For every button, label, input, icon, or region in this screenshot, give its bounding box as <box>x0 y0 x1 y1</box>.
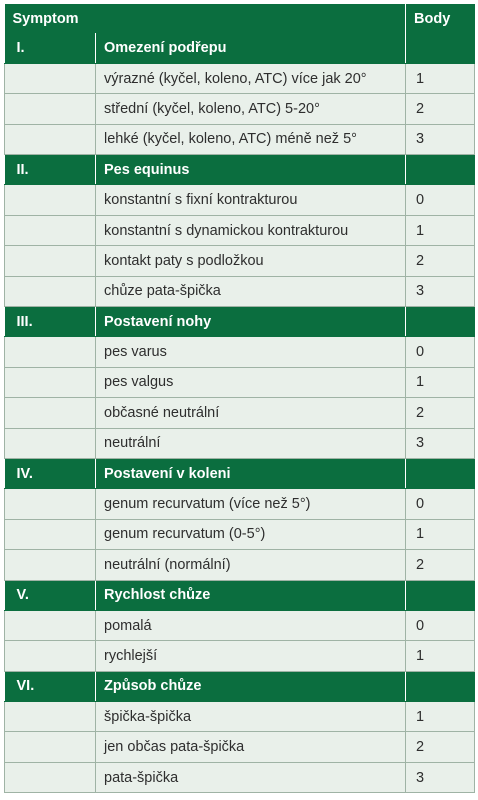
table-row <box>5 63 475 93</box>
row-points: 3 <box>406 276 475 306</box>
row-empty-cell <box>5 124 96 154</box>
row-points: 0 <box>406 185 475 215</box>
section-number: V. <box>5 580 96 610</box>
section-points-empty <box>406 33 475 63</box>
section-number: IV. <box>5 458 96 488</box>
row-points: 2 <box>406 246 475 276</box>
row-empty-cell <box>5 63 96 93</box>
row-label: genum recurvatum (0-5°) <box>96 519 406 549</box>
row-label: kontakt paty s podložkou <box>96 246 406 276</box>
section-title: Pes equinus <box>96 155 406 185</box>
section-points-empty <box>406 580 475 610</box>
table-row <box>5 519 475 549</box>
row-label: výrazné (kyčel, koleno, ATC) více jak 20° <box>96 63 406 93</box>
row-label: genum recurvatum (více než 5°) <box>96 489 406 519</box>
row-label: pes varus <box>96 337 406 367</box>
row-points: 0 <box>406 489 475 519</box>
section-header-row <box>5 307 475 337</box>
row-points: 0 <box>406 337 475 367</box>
table-row <box>5 428 475 458</box>
section-title: Rychlost chůze <box>96 580 406 610</box>
row-empty-cell <box>5 398 96 428</box>
table-row <box>5 367 475 397</box>
table-row <box>5 94 475 124</box>
section-points-empty <box>406 307 475 337</box>
table-row <box>5 246 475 276</box>
table-row <box>5 124 475 154</box>
row-empty-cell <box>5 246 96 276</box>
row-points: 3 <box>406 762 475 792</box>
section-points-empty <box>406 671 475 701</box>
table-row <box>5 337 475 367</box>
row-empty-cell <box>5 428 96 458</box>
row-points: 2 <box>406 732 475 762</box>
row-points: 2 <box>406 550 475 580</box>
row-points: 2 <box>406 94 475 124</box>
row-label: střední (kyčel, koleno, ATC) 5-20° <box>96 94 406 124</box>
section-number: VI. <box>5 671 96 701</box>
table-row <box>5 550 475 580</box>
row-points: 1 <box>406 702 475 732</box>
table-row <box>5 762 475 792</box>
row-label: pes valgus <box>96 367 406 397</box>
row-points: 2 <box>406 398 475 428</box>
section-number: III. <box>5 307 96 337</box>
row-empty-cell <box>5 276 96 306</box>
row-label: občasné neutrální <box>96 398 406 428</box>
row-empty-cell <box>5 489 96 519</box>
section-header-row <box>5 580 475 610</box>
table-body <box>5 33 475 793</box>
section-points-empty <box>406 155 475 185</box>
table-row <box>5 702 475 732</box>
row-empty-cell <box>5 519 96 549</box>
table-row <box>5 610 475 640</box>
row-empty-cell <box>5 367 96 397</box>
table-row <box>5 215 475 245</box>
table-row <box>5 641 475 671</box>
table-header-row <box>5 4 475 33</box>
row-points: 3 <box>406 124 475 154</box>
row-empty-cell <box>5 215 96 245</box>
row-points: 1 <box>406 367 475 397</box>
row-empty-cell <box>5 337 96 367</box>
row-empty-cell <box>5 641 96 671</box>
row-label: neutrální (normální) <box>96 550 406 580</box>
section-title: Omezení podřepu <box>96 33 406 63</box>
section-title: Postavení nohy <box>96 307 406 337</box>
row-points: 1 <box>406 519 475 549</box>
row-label: neutrální <box>96 428 406 458</box>
header-symptom: Symptom <box>5 4 406 33</box>
table-row <box>5 276 475 306</box>
row-empty-cell <box>5 185 96 215</box>
row-label: chůze pata-špička <box>96 276 406 306</box>
section-header-row <box>5 458 475 488</box>
row-empty-cell <box>5 702 96 732</box>
row-label: špička-špička <box>96 702 406 732</box>
table-row <box>5 489 475 519</box>
row-points: 1 <box>406 641 475 671</box>
row-points: 0 <box>406 610 475 640</box>
row-empty-cell <box>5 94 96 124</box>
scoring-table-container <box>4 0 474 793</box>
row-empty-cell <box>5 732 96 762</box>
row-label: pata-špička <box>96 762 406 792</box>
row-empty-cell <box>5 762 96 792</box>
row-label: jen občas pata-špička <box>96 732 406 762</box>
section-points-empty <box>406 458 475 488</box>
row-empty-cell <box>5 610 96 640</box>
section-title: Postavení v koleni <box>96 458 406 488</box>
row-points: 1 <box>406 63 475 93</box>
row-label: konstantní s dynamickou kontrakturou <box>96 215 406 245</box>
section-title: Způsob chůze <box>96 671 406 701</box>
table-row <box>5 185 475 215</box>
row-empty-cell <box>5 550 96 580</box>
header-points: Body <box>406 4 475 33</box>
row-points: 1 <box>406 215 475 245</box>
section-header-row <box>5 155 475 185</box>
row-label: pomalá <box>96 610 406 640</box>
section-number: I. <box>5 33 96 63</box>
row-points: 3 <box>406 428 475 458</box>
row-label: konstantní s fixní kontrakturou <box>96 185 406 215</box>
table-row <box>5 398 475 428</box>
row-label: lehké (kyčel, koleno, ATC) méně než 5° <box>96 124 406 154</box>
section-header-row <box>5 671 475 701</box>
section-number: II. <box>5 155 96 185</box>
table-row <box>5 732 475 762</box>
section-header-row <box>5 33 475 63</box>
symptom-scoring-table <box>4 4 475 793</box>
row-label: rychlejší <box>96 641 406 671</box>
